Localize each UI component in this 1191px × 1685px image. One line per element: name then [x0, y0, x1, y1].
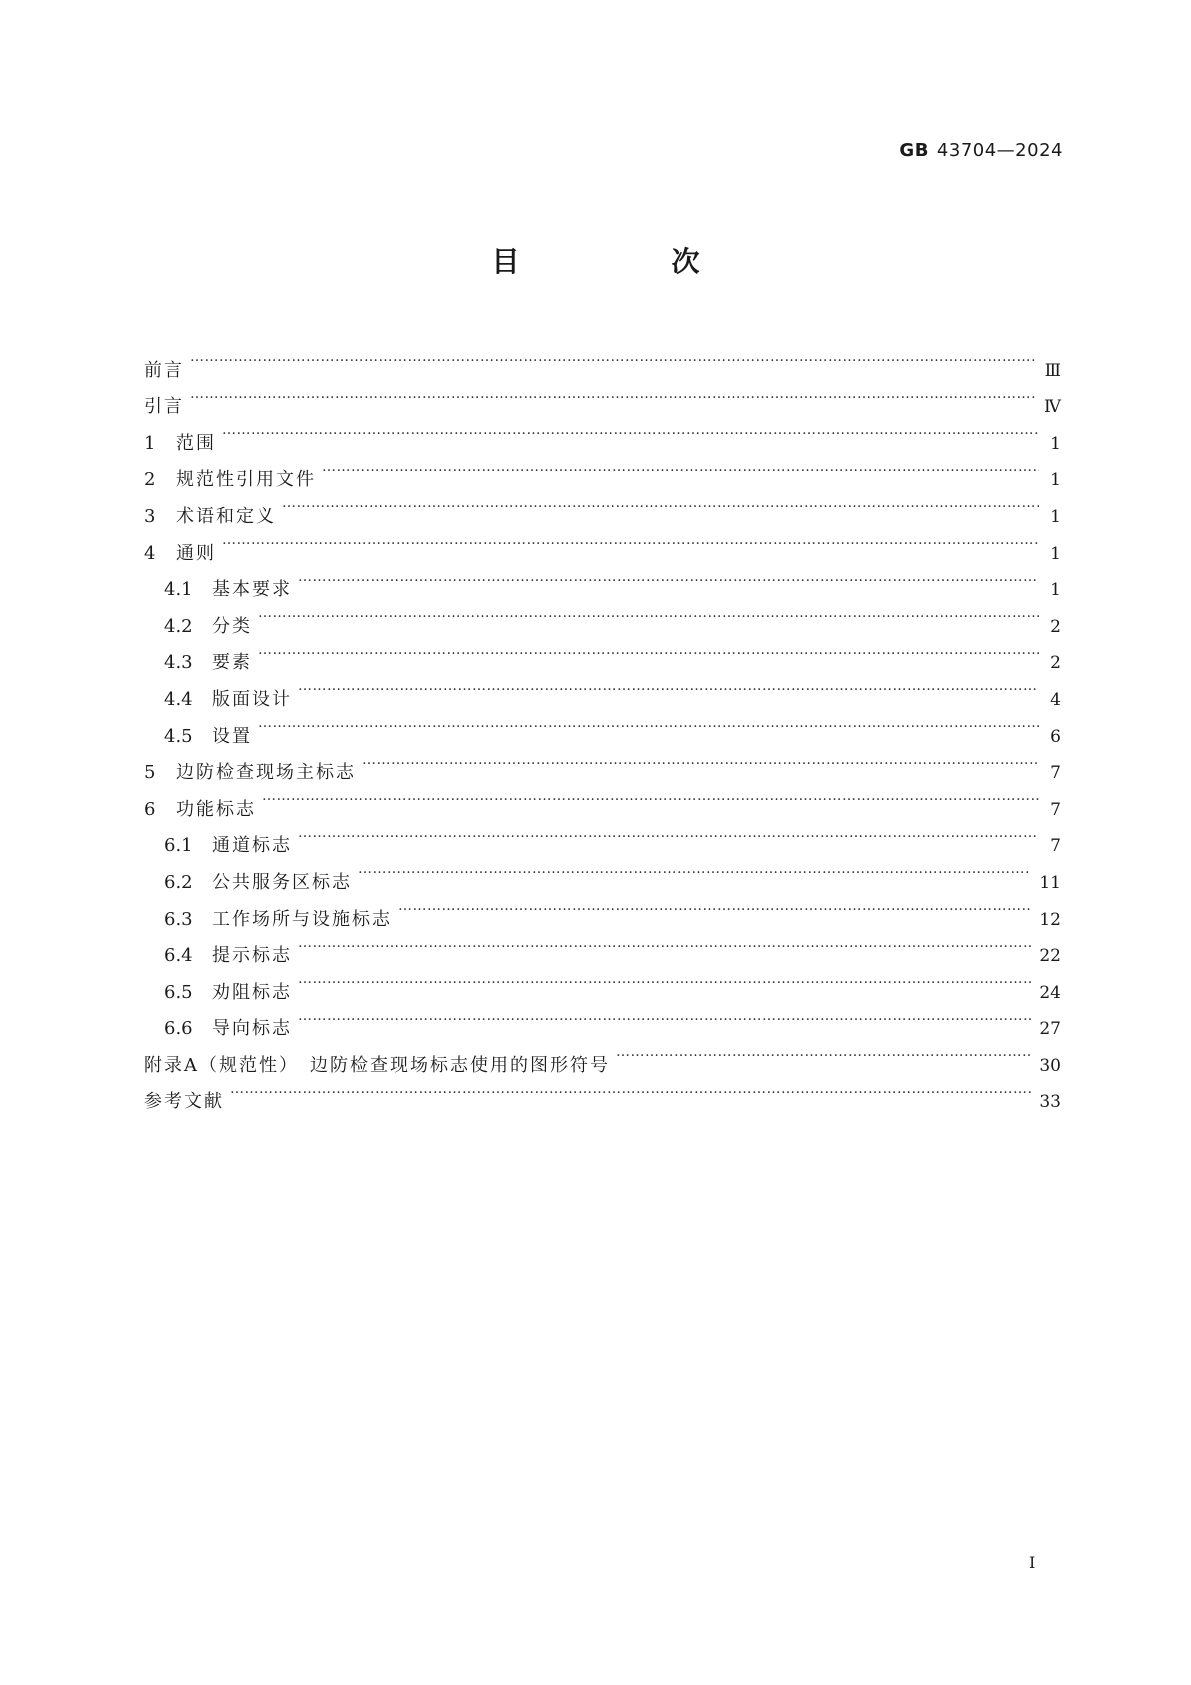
toc-entry-page: 33: [1039, 1092, 1061, 1113]
toc-entry-number: 2: [144, 469, 156, 491]
toc-entry-page: 1: [1050, 470, 1061, 491]
toc-entry-label: 参考文献: [144, 1091, 224, 1113]
toc-dot-leader: [258, 705, 1039, 742]
toc-dot-leader: [190, 376, 1036, 413]
standard-code: [899, 140, 1063, 161]
toc-entry[interactable]: [144, 705, 1061, 747]
toc-entry[interactable]: [144, 485, 1061, 527]
toc-entry[interactable]: [144, 742, 1061, 784]
toc-entry-number: 1: [144, 432, 156, 454]
toc-entry-page: 27: [1039, 1019, 1061, 1040]
toc-entry-label: 通道标志: [212, 835, 292, 857]
toc-entry-page: 11: [1039, 872, 1061, 893]
toc-entry-label: 劝阻标志: [212, 981, 292, 1003]
toc-entry-page: 1: [1050, 580, 1061, 601]
toc-dot-leader: [298, 668, 1039, 705]
toc-entry-number: 6.3: [164, 908, 193, 930]
toc-dot-leader: [616, 1034, 1031, 1071]
toc-entry-number: 6.5: [164, 981, 193, 1003]
page-title: 目 次: [491, 245, 762, 278]
toc-dot-leader: [258, 595, 1039, 632]
toc-entry-label: 边防检查现场主标志: [176, 762, 356, 784]
toc-entry-label: 分类: [212, 615, 252, 637]
toc-entry[interactable]: [144, 1071, 1061, 1113]
toc-entry-page: 2: [1050, 616, 1061, 637]
standard-number: 43704—2024: [936, 140, 1063, 161]
toc-dot-leader: [282, 485, 1039, 522]
toc-entry[interactable]: [144, 412, 1061, 454]
table-of-contents: [144, 339, 1061, 1113]
toc-entry-page: Ⅳ: [1044, 397, 1061, 418]
toc-dot-leader: [230, 1071, 1031, 1108]
toc-entry-page: 1: [1050, 543, 1061, 564]
toc-entry-label: 功能标志: [176, 798, 256, 820]
toc-dot-leader: [190, 339, 1037, 376]
toc-dot-leader: [298, 998, 1031, 1035]
toc-entry-page: 1: [1050, 433, 1061, 454]
toc-entry-label: 导向标志: [212, 1018, 292, 1040]
toc-entry[interactable]: [144, 449, 1061, 491]
toc-entry-page: Ⅲ: [1044, 360, 1061, 381]
toc-entry-page: 7: [1050, 799, 1061, 820]
toc-entry-label: 规范性引用文件: [176, 469, 316, 491]
toc-entry[interactable]: [144, 632, 1061, 674]
toc-entry-number: 6: [144, 798, 156, 820]
toc-entry-page: 24: [1039, 982, 1061, 1003]
standard-prefix: GB: [899, 140, 929, 161]
toc-entry[interactable]: [144, 595, 1061, 637]
toc-dot-leader: [262, 778, 1039, 815]
toc-entry-number: 4.5: [164, 725, 193, 747]
toc-entry-number: 6.6: [164, 1018, 193, 1040]
toc-entry-label: 设置: [212, 725, 252, 747]
toc-entry[interactable]: [144, 559, 1061, 601]
toc-entry-number: 6.2: [164, 871, 193, 893]
toc-entry-number: 6.1: [164, 835, 193, 857]
toc-entry-label: 术语和定义: [176, 505, 276, 527]
toc-entry-page: 7: [1050, 836, 1061, 857]
toc-entry[interactable]: [144, 376, 1061, 418]
toc-entry-label: 附录A（规范性） 边防检查现场标志使用的图形符号: [144, 1054, 610, 1076]
toc-dot-leader: [362, 742, 1039, 779]
footer-page-number: Ⅰ: [1029, 1553, 1036, 1572]
toc-entry-label: 范围: [176, 432, 216, 454]
toc-entry-page: 1: [1050, 506, 1061, 527]
toc-dot-leader: [258, 632, 1039, 669]
toc-dot-leader: [298, 559, 1039, 596]
toc-entry[interactable]: [144, 778, 1061, 820]
toc-entry-page: 22: [1039, 946, 1061, 967]
toc-entry-number: 6.4: [164, 945, 193, 967]
toc-dot-leader: [222, 522, 1039, 559]
toc-entry-number: 3: [144, 505, 156, 527]
toc-entry[interactable]: [144, 339, 1061, 381]
toc-dot-leader: [358, 851, 1031, 888]
toc-dot-leader: [298, 815, 1039, 852]
toc-entry-label: 前言: [144, 359, 184, 381]
toc-entry-label: 要素: [212, 652, 252, 674]
toc-entry-label: 通则: [176, 542, 216, 564]
toc-entry-page: 6: [1050, 726, 1061, 747]
toc-dot-leader: [298, 925, 1031, 962]
toc-dot-leader: [322, 449, 1039, 486]
toc-dot-leader: [398, 888, 1031, 925]
toc-entry[interactable]: [144, 815, 1061, 857]
toc-entry[interactable]: [144, 522, 1061, 564]
toc-entry-page: 2: [1050, 653, 1061, 674]
toc-dot-leader: [222, 412, 1039, 449]
toc-entry-page: 4: [1050, 689, 1061, 710]
toc-entry-page: 7: [1050, 763, 1061, 784]
toc-dot-leader: [298, 961, 1031, 998]
toc-entry[interactable]: [144, 668, 1061, 710]
toc-entry-page: 12: [1039, 909, 1061, 930]
toc-entry-number: 4: [144, 542, 156, 564]
toc-entry-label: 引言: [144, 396, 184, 418]
toc-entry-number: 5: [144, 762, 156, 784]
toc-entry-number: 4.3: [164, 652, 193, 674]
toc-entry-label: 工作场所与设施标志: [212, 908, 392, 930]
toc-entry-label: 版面设计: [212, 688, 292, 710]
toc-entry-label: 公共服务区标志: [212, 871, 352, 893]
toc-entry-page: 30: [1039, 1055, 1061, 1076]
toc-entry-label: 基本要求: [212, 579, 292, 601]
toc-entry-number: 4.1: [164, 579, 193, 601]
toc-entry-number: 4.4: [164, 688, 193, 710]
toc-entry-number: 4.2: [164, 615, 193, 637]
toc-entry-label: 提示标志: [212, 945, 292, 967]
